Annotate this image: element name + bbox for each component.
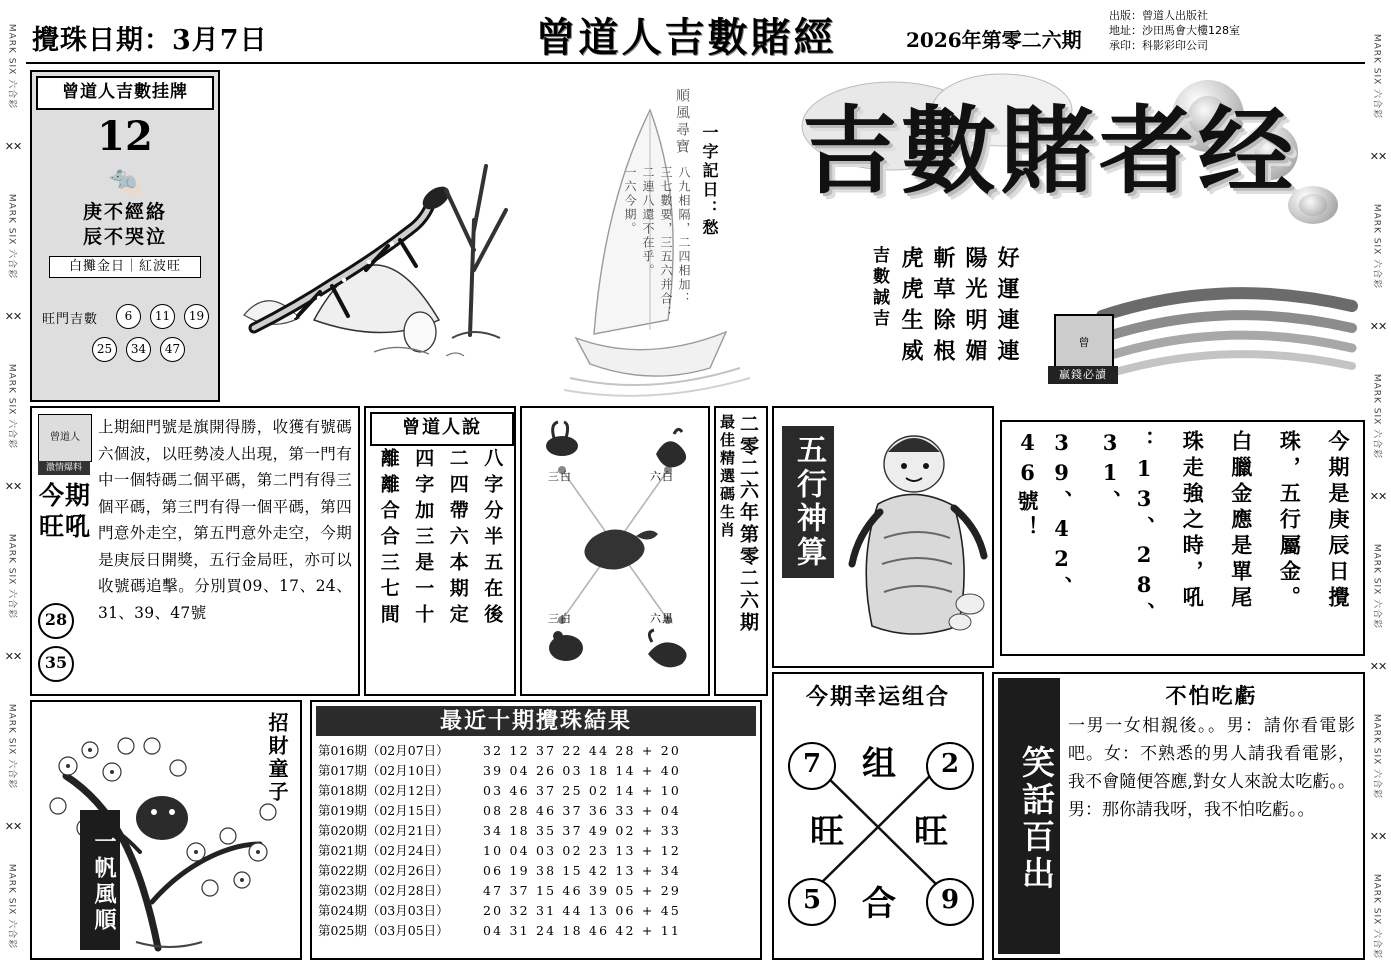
rail-text: MARK SIX 六合彩: [1371, 543, 1382, 630]
best-picks-label: 最佳精選碼生肖: [718, 414, 736, 540]
result-label: 第021期（02月24日）: [318, 843, 449, 858]
slogan-col-3: 斬草除根: [930, 246, 956, 370]
lizard-artwork-svg: [224, 70, 542, 402]
commentary-body: 上期細門號是旗開得勝，收獲有號碼六個波，以旺勢凌人出現，第一門有中一個特碼二個平碼，第二門有得三個平碼，第三門有得一個平碼，第四門意外走空，第五門意外走空，今期是庚辰日開獎，五行金局旺，亦可以收號碼追擊。分別買09、17、24、31、39、47號: [98, 418, 352, 622]
slogan-col-5: 吉數誠吉: [869, 246, 889, 330]
table-row: [318, 740, 756, 760]
forecast-col-1: 今期是庚辰日攪: [1325, 430, 1351, 612]
slogan-col-2: 陽光明媚: [962, 246, 988, 370]
ship-col-d: 一六今期。: [623, 166, 637, 236]
result-numbers: 32 12 37 22 44 28 + 20: [483, 742, 682, 758]
masthead-slogans: [792, 246, 1022, 370]
joke-body: 一男一女相親後。。男：請你看電影吧。女：不熟悉的男人請我看電影，我不會隨便答應,對女人來說太吃虧。。男：那你請我呀，我不怕吃虧。。: [1068, 716, 1355, 820]
ship-top-label: 順風尋寶: [674, 88, 690, 156]
lucky-combo-panel: [772, 672, 984, 960]
rail-text: MARK SIX 六合彩: [1371, 33, 1382, 120]
rail-text: MARK SIX 六合彩: [6, 533, 17, 620]
master-says-columns: [372, 448, 510, 690]
forecast-col-5: ：13、28、31、: [1097, 430, 1157, 628]
results-table: [318, 740, 756, 940]
zodiac-label-bottom-right: 六黑: [650, 612, 674, 625]
table-row: [318, 860, 756, 880]
issue-number: 2026年第零二六期: [906, 28, 1082, 52]
gua-pai-poem-line-2: 辰不哭泣: [82, 226, 167, 248]
joke-headline: 不怕吃虧: [1165, 683, 1258, 708]
rail-mark: ✕✕: [1369, 150, 1387, 163]
table-row: [318, 900, 756, 920]
result-numbers: 03 46 37 25 02 14 + 10: [483, 782, 682, 798]
pick-circle: 28: [38, 603, 74, 639]
joke-panel: [992, 672, 1365, 960]
author-badge-icon: 曾道人: [38, 414, 92, 462]
recent-results-title: 最近十期攪珠結果: [316, 706, 756, 736]
table-row: [318, 920, 756, 940]
says-col-4: 離離合合三七間: [377, 448, 400, 630]
rail-mark: ✕✕: [1369, 320, 1387, 333]
author-badge-sub: 激情爆料: [38, 461, 90, 475]
wuxing-panel: [772, 406, 994, 668]
result-label: 第022期（02月26日）: [318, 863, 449, 878]
result-label: 第019期（02月15日）: [318, 803, 449, 818]
gua-pai-poem-line-1: 庚不經絡: [82, 201, 167, 223]
combo-char-top: 组: [862, 744, 896, 784]
left-rail: [0, 0, 26, 975]
rail-text: MARK SIX 六合彩: [6, 363, 17, 450]
joke-strip-title: 笑話百出: [998, 678, 1060, 954]
rail-mark: ✕✕: [4, 650, 22, 663]
result-numbers: 34 18 35 37 49 02 + 33: [483, 822, 682, 838]
rail-text: MARK SIX 六合彩: [6, 23, 17, 110]
commentary-heading: 今期旺吼: [38, 481, 91, 541]
table-row: [318, 760, 756, 780]
ship-col-b: 三七數要，三五六并合：: [659, 166, 673, 320]
ship-col-c: 二連八還不在乎。: [641, 166, 655, 278]
rail-mark: ✕✕: [4, 140, 22, 153]
master-says-panel: [364, 406, 516, 696]
lucky-ball-row-2: [92, 337, 185, 362]
lucky-child-label: 招財童子: [265, 712, 289, 804]
combo-number-top-left: 7: [788, 742, 836, 790]
gua-pai-title: 曾道人吉數挂牌: [36, 76, 214, 110]
combo-char-right: 旺: [914, 812, 948, 852]
result-numbers: 06 19 38 15 42 13 + 34: [483, 862, 682, 878]
table-row: [318, 780, 756, 800]
plum-blossom-svg: [32, 702, 300, 958]
rail-mark: ✕✕: [1369, 490, 1387, 503]
lucky-ball-row-1: [116, 304, 209, 329]
combo-char-bottom: 合: [862, 884, 896, 924]
rail-text: MARK SIX 六合彩: [1371, 203, 1382, 290]
lucky-ball: 11: [150, 304, 175, 329]
lucky-ball: 6: [116, 304, 141, 329]
forecast-col-4: 珠走強之時，吼: [1180, 430, 1206, 612]
rail-mark: ✕✕: [4, 310, 22, 323]
lucky-ball: 19: [184, 304, 209, 329]
rat-icon: 🐀: [108, 165, 142, 195]
commentary-panel: [30, 406, 360, 696]
commentary-picks: [38, 596, 74, 682]
forecast-col-6: 39、42、46號！: [1015, 430, 1074, 602]
printer-line: 承印：科影彩印公司: [1109, 39, 1208, 52]
result-label: 第016期（02月07日）: [318, 743, 449, 758]
result-label: 第023期（02月28日）: [318, 883, 449, 898]
masthead-title: 吉數賭者经: [802, 96, 1298, 207]
recent-results-panel: [310, 700, 762, 960]
zodiac-panel: [520, 406, 710, 696]
result-numbers: 10 04 03 02 23 13 + 12: [483, 842, 682, 858]
rail-text: MARK SIX 六合彩: [1371, 873, 1382, 960]
forecast-panel: [1000, 420, 1365, 656]
result-label: 第020期（02月21日）: [318, 823, 449, 838]
rail-text: MARK SIX 六合彩: [6, 193, 17, 280]
forecast-col-3: 白臘金應是單尾: [1228, 430, 1254, 612]
best-picks-strip: [714, 406, 768, 696]
publisher-line: 出版：曾道人出版社: [1109, 9, 1208, 22]
rail-mark: ✕✕: [4, 480, 22, 493]
result-label: 第018期（02月12日）: [318, 783, 449, 798]
slogan-col-4: 虎虎生威: [898, 246, 924, 370]
ship-artwork-svg: [546, 70, 768, 402]
result-label: 第025期（03月05日）: [318, 923, 449, 938]
zodiac-label-top-right: 六白: [650, 470, 674, 483]
ship-center-label: 一字記日：愁: [700, 124, 719, 238]
gua-pai-panel: [30, 70, 220, 402]
right-rail: [1365, 0, 1391, 975]
table-row: [318, 880, 756, 900]
result-numbers: 04 31 24 18 46 42 + 11: [483, 922, 682, 938]
lucky-child-panel: [30, 700, 302, 960]
rail-mark: ✕✕: [4, 820, 22, 833]
result-numbers: 47 37 15 46 39 05 + 29: [483, 882, 682, 898]
lucky-child-banner: 一帆風順: [80, 810, 120, 950]
lucky-ball: 34: [126, 337, 151, 362]
forecast-columns: [1010, 430, 1355, 646]
masthead: [772, 66, 1365, 406]
result-numbers: 39 04 26 03 18 14 + 40: [483, 762, 682, 778]
says-col-1: 八字分半五在後: [481, 448, 504, 630]
zodiac-label-top-left: 三白: [548, 470, 572, 483]
best-picks-issue: 二零二六年第零二六期: [737, 414, 759, 634]
table-row: [318, 800, 756, 820]
wave-info: 白攤金日｜紅波旺: [49, 256, 201, 278]
says-col-3: 四字加三是一十: [412, 448, 435, 630]
table-row: [318, 820, 756, 840]
page-title: 曾道人吉數賭經: [535, 14, 837, 61]
rail-mark: ✕✕: [1369, 660, 1387, 673]
wuxing-title: 五行神算: [782, 426, 834, 578]
rail-text: MARK SIX 六合彩: [6, 703, 17, 790]
result-numbers: 20 32 31 44 13 06 + 45: [483, 902, 682, 918]
combo-char-left: 旺: [810, 812, 844, 852]
zodiac-diagram-svg: [522, 408, 708, 694]
page-header: [26, 4, 1365, 62]
rail-text: MARK SIX 六合彩: [1371, 713, 1382, 800]
gua-pai-number: 12: [97, 113, 153, 160]
publisher-info: [1109, 8, 1359, 53]
combo-number-bottom-left: 5: [788, 878, 836, 926]
seal-icon: 曾: [1054, 314, 1114, 374]
lucky-numbers-label: 旺門吉數: [42, 312, 99, 327]
seal-label: 贏錢必讀: [1048, 366, 1118, 384]
sailing-ship-illustration: [546, 70, 768, 402]
draw-date: 攪珠日期：3月7日: [32, 25, 268, 56]
lucky-ball: 25: [92, 337, 117, 362]
result-numbers: 08 28 46 37 36 33 + 04: [483, 802, 682, 818]
zodiac-label-bottom-left: 三白: [548, 612, 572, 625]
combo-number-top-right: 2: [926, 742, 974, 790]
result-label: 第024期（03月03日）: [318, 903, 449, 918]
slogan-col-1: 好運連連: [994, 246, 1020, 370]
forecast-col-2: 珠，五行屬金。: [1277, 430, 1303, 612]
pick-circle: 35: [38, 646, 74, 682]
lucky-combo-title: 今期幸运组合: [805, 684, 950, 710]
header-divider: [26, 62, 1365, 64]
address-line: 地址：沙田馬會大樓128室: [1109, 24, 1240, 37]
says-col-2: 二四帶六本期定: [446, 448, 469, 630]
result-label: 第017期（02月10日）: [318, 763, 449, 778]
rail-mark: ✕✕: [1369, 830, 1387, 843]
table-row: [318, 840, 756, 860]
combo-number-bottom-right: 9: [926, 878, 974, 926]
lizard-illustration: [224, 70, 542, 402]
master-says-title: 曾道人說: [370, 412, 514, 446]
lucky-ball: 47: [160, 337, 185, 362]
ship-col-a: 八九相隔，二四相加：: [677, 166, 691, 306]
rail-text: MARK SIX 六合彩: [6, 863, 17, 950]
rail-text: MARK SIX 六合彩: [1371, 373, 1382, 460]
